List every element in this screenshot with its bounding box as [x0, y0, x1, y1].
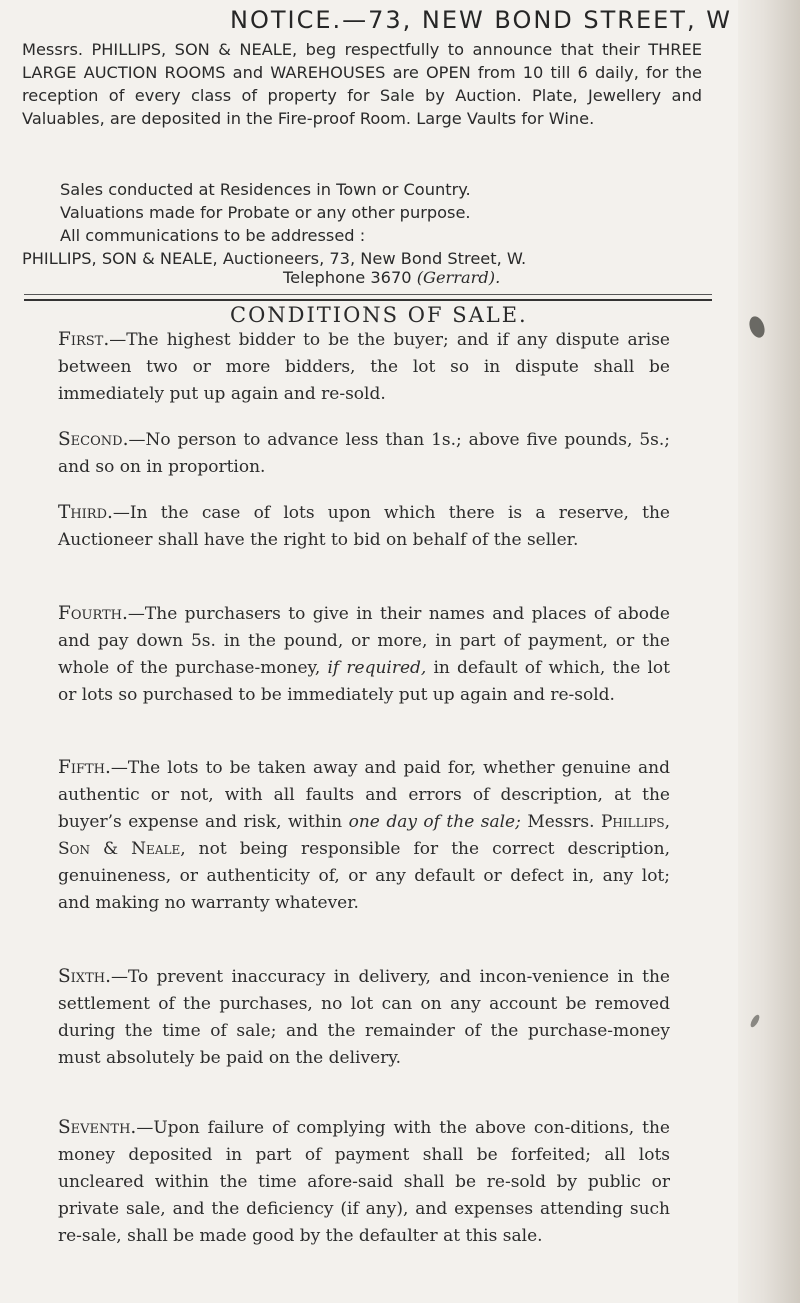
condition-text: Messrs.: [527, 812, 595, 832]
condition-emphasis: if required,: [327, 658, 427, 678]
sales-line: Sales conducted at Residences in Town or Country.: [60, 180, 471, 199]
condition-text: not being responsible for the correct description, genuineness, or authenticity of, or any default or defect in, any lot; and making no warranty whatever.: [58, 839, 671, 913]
condition-text: in default of which, the lot or lots so purchased to be immediately put up again and re-sold.: [58, 658, 670, 705]
conditions-title: CONDITIONS OF SALE.: [230, 303, 528, 327]
condition-lead: Fifth.: [58, 757, 111, 778]
section-divider: [24, 294, 712, 301]
valuations-line: Valuations made for Probate or any other purpose.: [60, 203, 471, 222]
condition-text: —The purchasers to give in their names and places of abode and pay down 5s. in the pound, or more, in part of payment, or the whole of the purchase-money,: [58, 604, 670, 678]
notice-details: [22, 178, 710, 270]
condition-text: —The lots to be taken away and paid for, whether genuine and authentic or not, with all faults and errors of description, at the buyer’s expense and risk, within: [58, 758, 670, 832]
condition-emphasis: one day of the sale;: [348, 812, 521, 832]
condition-text: —Upon failure of complying with the above con-ditions, the money deposited in part of payment shall be forfeited; all lots uncleared within the time afore-said shall be re-sold by public or private sale, and the deficiency (if any), and expenses attending such re-sale, shall be made good by the defaulter at this sale.: [58, 1118, 670, 1246]
edge-speck: [749, 1013, 761, 1028]
telephone-exchange: (Gerrard).: [416, 268, 501, 287]
telephone-number: Telephone 3670: [283, 268, 412, 287]
condition-text: —In the case of lots upon which there is a reserve, the Auctioneer shall have the right to bid on behalf of the seller.: [58, 503, 670, 550]
communications-line: All communications to be addressed :: [60, 226, 366, 245]
notice-heading: NOTICE.—73, NEW BOND STREET, W: [230, 6, 732, 34]
edge-speck: [747, 314, 768, 339]
telephone-line: [283, 268, 500, 287]
condition-fourth: [58, 600, 670, 709]
condition-text: —To prevent inaccuracy in delivery, and incon-venience in the settlement of the purchases, no lot can on any account be removed during the time of sale; and the remainder of the purchase-money must absolutely be paid on the delivery.: [58, 967, 670, 1068]
condition-lead: Sixth.: [58, 966, 111, 987]
condition-third: [58, 499, 670, 554]
condition-sixth: [58, 963, 670, 1072]
firm-name: Phillips, Son & Neale,: [58, 812, 670, 859]
notice-intro: Messrs. PHILLIPS, SON & NEALE, beg respectfully to announce that their THREE LARGE AUCTION ROOMS and WAREHOUSES are OPEN from 10 till 6 daily, for the reception of every class of property for Sale by Auction. Plate, Jewellery and Valuables, are deposited in the Fire-proof Room. Large Vaults for Wine.: [22, 40, 702, 128]
condition-lead: Fourth.: [58, 603, 128, 624]
page-edge-shadow: [738, 0, 800, 1303]
condition-lead: Second.: [58, 429, 129, 450]
firm-address-line: PHILLIPS, SON & NEALE, Auctioneers, 73, New Bond Street, W.: [22, 249, 527, 268]
condition-lead: Third.: [58, 502, 113, 523]
condition-lead: Seventh.: [58, 1117, 137, 1138]
condition-seventh: [58, 1114, 670, 1250]
condition-first: [58, 326, 670, 408]
condition-fifth: [58, 754, 670, 917]
condition-lead: First.: [58, 329, 110, 350]
condition-second: [58, 426, 670, 481]
condition-text: —The highest bidder to be the buyer; and if any dispute arise between two or more bidders, the lot so in dispute shall be immediately put up again and re-sold.: [58, 330, 670, 404]
condition-text: —No person to advance less than 1s.; above five pounds, 5s.; and so on in proportion.: [58, 430, 670, 477]
